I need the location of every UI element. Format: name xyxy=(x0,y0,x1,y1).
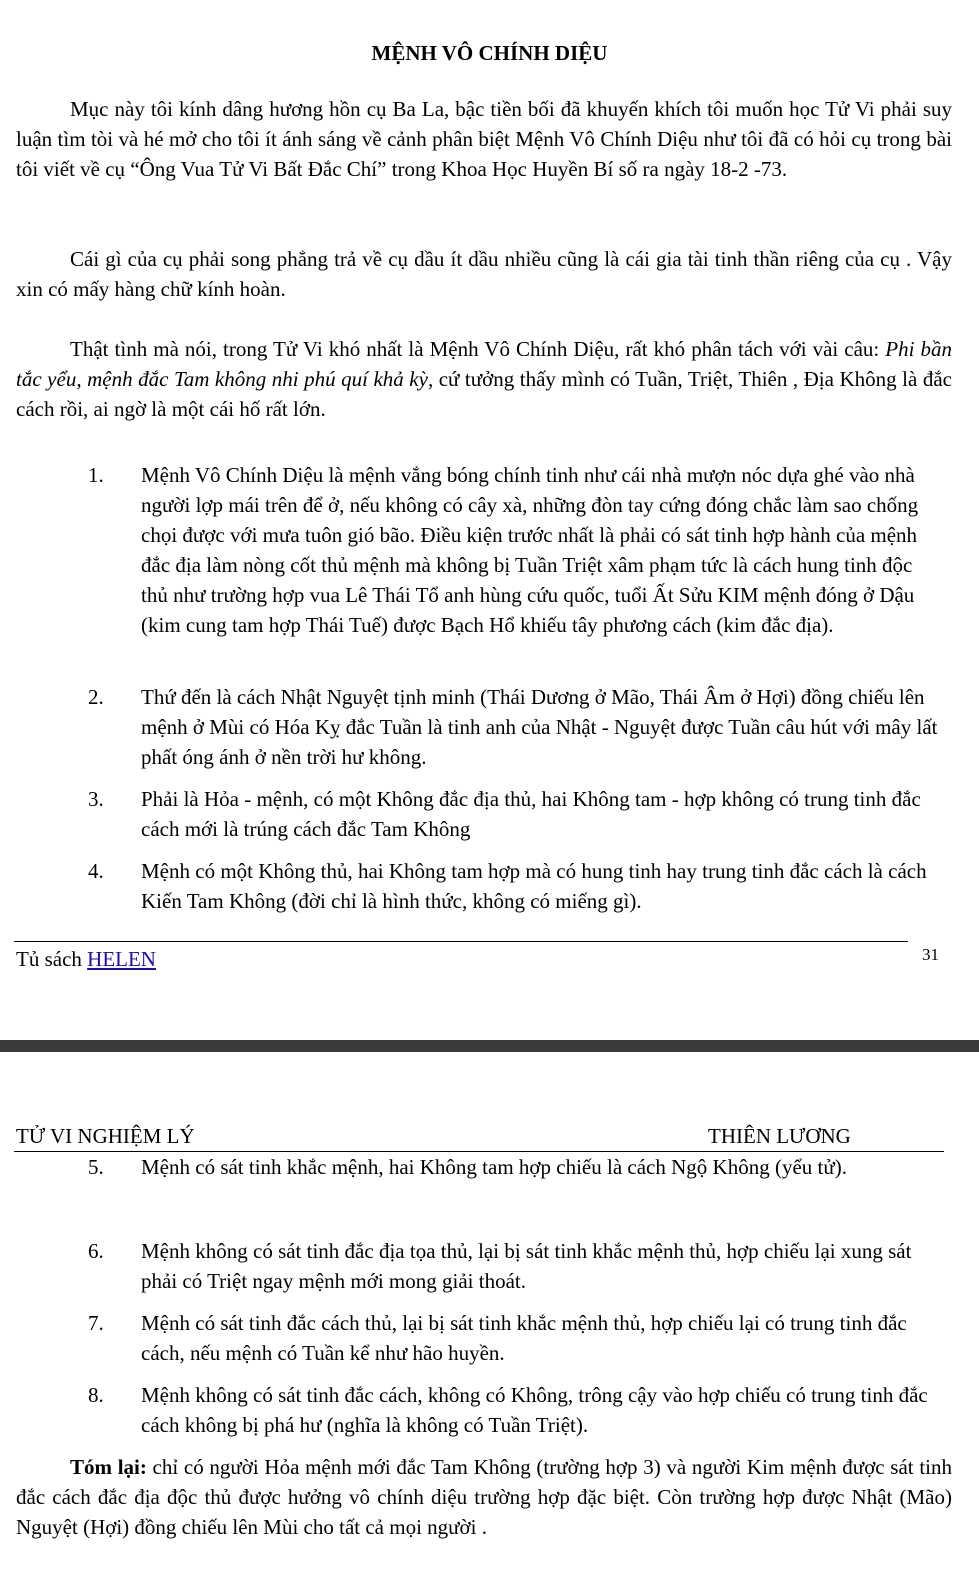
page-separator xyxy=(0,1040,979,1052)
list-item-number: 7. xyxy=(88,1311,104,1335)
list-item-number: 5. xyxy=(88,1155,104,1179)
list-item-text: Mệnh có sát tinh đắc cách thủ, lại bị sát tinh khắc mệnh thủ, hợp chiếu lại có trung tinh đắc cách, nếu mệnh có Tuần kể như hão huyền. xyxy=(141,1311,907,1365)
page-number: 31 xyxy=(922,945,939,964)
list-item-number: 3. xyxy=(88,787,104,811)
conclusion-label: Tóm lại: xyxy=(70,1455,147,1479)
footer-prefix: Tủ sách xyxy=(16,947,88,971)
running-header-book-title: TỬ VI NGHIỆM LÝ xyxy=(16,1124,195,1148)
paragraph-difficulty xyxy=(16,334,952,424)
conclusion-paragraph xyxy=(16,1452,952,1542)
list-item-number: 2. xyxy=(88,685,104,709)
paragraph-intro: Mục này tôi kính dâng hương hồn cụ Ba La, bậc tiền bối đã khuyến khích tôi muốn học Tử Vi phải suy luận tìm tòi và hé mở cho tôi ít ánh sáng về cảnh phân biệt Mệnh Vô Chính Diệu như tôi đã có hỏi cụ trong bài tôi viết về cụ “Ông Vua Tử Vi Bất Đắc Chí” trong Khoa Học Huyền Bí số ra ngày 18-2 -73. xyxy=(16,97,952,181)
list-item-text: Mệnh Vô Chính Diệu là mệnh vắng bóng chính tinh như cái nhà mượn nóc dựa ghé vào nhà người lợp mái trên để ở, nếu không có cây xà, những đòn tay cứng đóng chắc làm sao chống chọi được với mưa tuôn gió bão. Điều kiện trước nhất là phải có sát tinh hợp hành của mệnh đắc địa làm nòng cốt thủ mệnh mà không bị Tuần Triệt xâm phạm tức là cách hung tinh độc thủ như trường hợp vua Lê Thái Tổ anh hùng cứu quốc, tuổi Ất Sửu KIM mệnh đóng ở Dậu (kim cung tam hợp Thái Tuế) được Bạch Hổ khiếu tây phương cách (kim đắc địa). xyxy=(141,463,919,637)
list-item-text: Mệnh có một Không thủ, hai Không tam hợp mà có hung tinh hay trung tinh đắc cách là cách Kiến Tam Không (đời chỉ là hình thức, không có miếng gì). xyxy=(141,859,927,913)
paragraph-difficulty-after: , cứ tưởng thấy mình có Tuần, Triệt, Thiên , Địa Không là đắc cách rồi, ai ngờ là một cái hố rất lớn. xyxy=(16,367,952,421)
paragraph-dedication: Cái gì của cụ phải song phẳng trả về cụ dầu ít dầu nhiều cũng là cái gia tài tinh thần riêng của cụ . Vậy xin có mấy hàng chữ kính hoàn. xyxy=(16,247,952,301)
paragraph-difficulty-quote: Phi bần tắc yểu, mệnh đắc Tam không nhi phú quí khả kỳ xyxy=(16,337,952,391)
footer-divider xyxy=(14,941,908,942)
list-item-text: Mệnh không có sát tinh đắc cách, không có Không, trông cậy vào hợp chiếu có trung tinh đắc cách không bị phá hư (nghĩa là không có Tuần Triệt). xyxy=(141,1383,928,1437)
list-item-text: Thứ đến là cách Nhật Nguyệt tịnh minh (Thái Dương ở Mão, Thái Âm ở Hợi) đồng chiếu lên mệnh ở Mùi có Hóa Kỵ đắc Tuần là tinh anh của Nhật - Nguyệt được Tuần câu hút với mây lất phất óng ánh ở nền trời hư không. xyxy=(141,685,938,769)
paragraph-difficulty-before: Thật tình mà nói, trong Tử Vi khó nhất là Mệnh Vô Chính Diệu, rất khó phân tách với vài câu: xyxy=(70,337,886,361)
list-item-number: 1. xyxy=(88,463,104,487)
list-item-text: Mệnh có sát tinh khắc mệnh, hai Không tam hợp chiếu là cách Ngộ Không (yểu tử). xyxy=(141,1155,847,1179)
conclusion-text: chỉ có người Hỏa mệnh mới đắc Tam Không (trường hợp 3) và người Kim mệnh được sát tinh đắc cách đắc địa độc thủ được hưởng vô chính diệu trường hợp đặc biệt. Còn trường hợp được Nhật (Mão) Nguyệt (Hợi) đồng chiếu lên Mùi cho tất cả mọi người . xyxy=(16,1455,952,1539)
chapter-title: MỆNH VÔ CHÍNH DIỆU xyxy=(371,41,608,65)
list-item-text: Phải là Hỏa - mệnh, có một Không đắc địa thủ, hai Không tam - hợp không có trung tinh đắc cách mới là trúng cách đắc Tam Không xyxy=(141,787,921,841)
helen-link[interactable]: HELEN xyxy=(87,947,156,971)
running-header-author: THIÊN LƯƠNG xyxy=(708,1124,851,1148)
list-item-text: Mệnh không có sát tinh đắc địa tọa thủ, lại bị sát tinh khắc mệnh thủ, hợp chiếu lại xung sát phải có Triệt ngay mệnh mới mong giải thoát. xyxy=(141,1239,912,1293)
footer-source xyxy=(16,944,156,974)
list-item-number: 4. xyxy=(88,859,104,883)
list-item-number: 6. xyxy=(88,1239,104,1263)
list-item-number: 8. xyxy=(88,1383,104,1407)
